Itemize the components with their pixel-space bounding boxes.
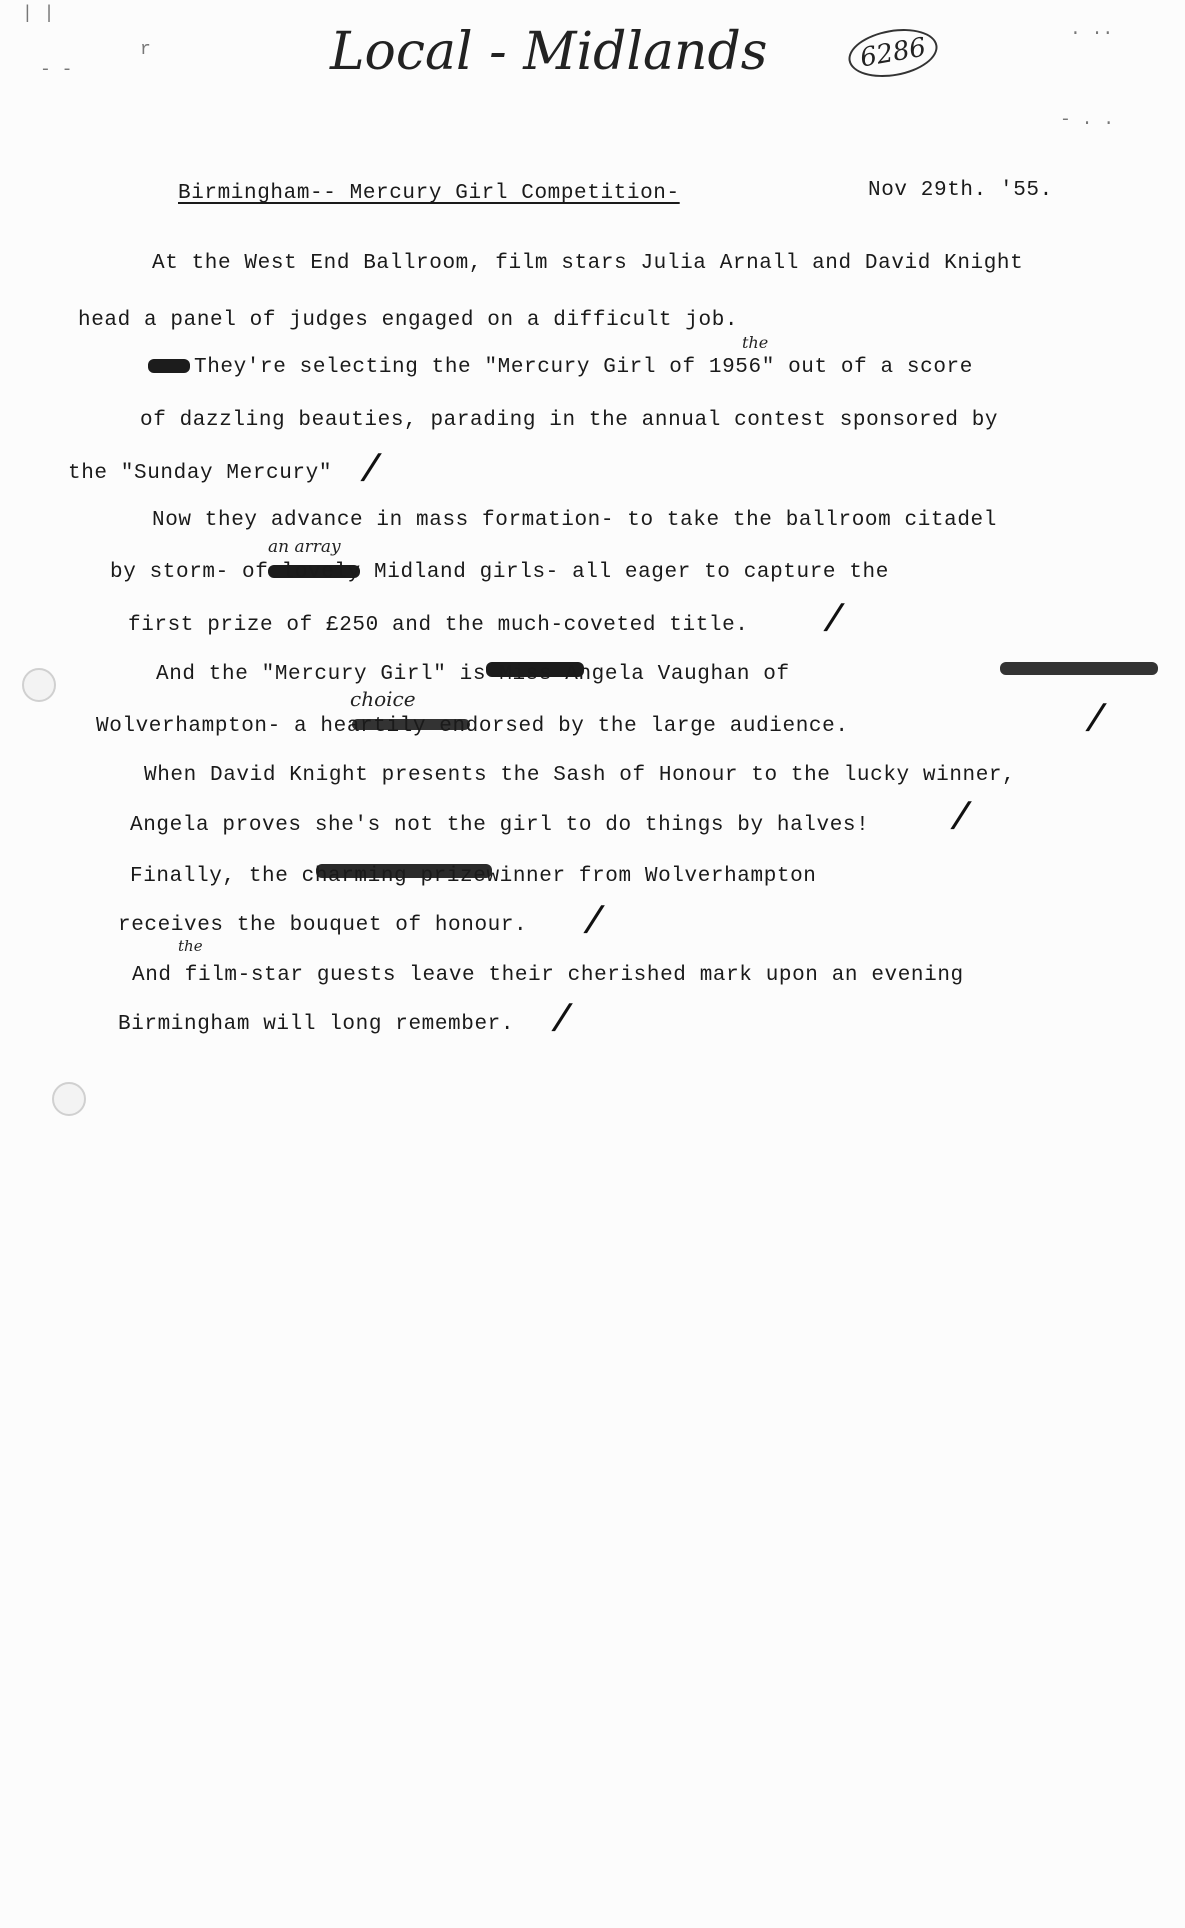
punch-hole <box>52 1082 86 1116</box>
body-line: Wolverhampton- a heartily endorsed by the large audience. <box>96 715 849 738</box>
body-line: head a panel of judges engaged on a difficult job. <box>78 309 739 332</box>
handwritten-insert: the <box>178 937 203 955</box>
handwritten-insert: the <box>742 333 769 352</box>
story-date: Nov 29th. '55. <box>868 179 1053 202</box>
body-line: by storm- of lovely Midland girls- all eager to capture the <box>110 561 889 584</box>
body-line: Birmingham will long remember. <box>118 1013 515 1036</box>
paragraph-slash-mark: / <box>358 447 384 487</box>
scan-speck: . .. <box>1070 20 1114 40</box>
body-line: And film-star guests leave their cherished mark upon an evening <box>132 964 964 987</box>
scan-speck: r <box>140 40 151 60</box>
ink-blot <box>1000 662 1158 675</box>
paragraph-slash-mark: / <box>549 997 575 1037</box>
scan-speck: - - <box>40 60 73 80</box>
paragraph-slash-mark: / <box>948 795 974 835</box>
body-line: first prize of £250 and the much-coveted title. <box>128 614 749 637</box>
body-line: Finally, the charming prizewinner from Wolverhampton <box>130 865 817 888</box>
body-line: At the West End Ballroom, film stars Julia Arnall and David Knight <box>152 252 1024 275</box>
scan-speck: - . . <box>1060 110 1115 130</box>
body-line: receives the bouquet of honour. <box>118 914 528 937</box>
scan-speck: | | <box>22 4 55 24</box>
handwritten-title: Local - Midlands <box>330 22 768 82</box>
body-line: Angela proves she's not the girl to do things by halves! <box>130 814 870 837</box>
body-line: Now they advance in mass formation- to take the ballroom citadel <box>152 509 997 532</box>
body-line: the "Sunday Mercury" <box>68 462 333 485</box>
paragraph-slash-mark: / <box>821 597 847 637</box>
paragraph-slash-mark: / <box>581 899 607 939</box>
paragraph-slash-mark: / <box>1083 697 1109 737</box>
punch-hole <box>22 668 56 702</box>
handwritten-insert: choice <box>350 687 416 711</box>
ink-blot <box>148 359 190 373</box>
body-line: And the "Mercury Girl" is Miss Angela Vaughan of <box>156 663 790 686</box>
story-title: Birmingham-- Mercury Girl Competition- <box>178 182 680 205</box>
handwritten-ref: 6286 <box>845 23 942 84</box>
body-line: When David Knight presents the Sash of Honour to the lucky winner, <box>144 764 1016 787</box>
handwritten-insert: an array <box>268 537 341 557</box>
body-line: of dazzling beauties, parading in the annual contest sponsored by <box>140 409 999 432</box>
body-line: They're selecting the "Mercury Girl of 1956" out of a score <box>194 356 973 379</box>
